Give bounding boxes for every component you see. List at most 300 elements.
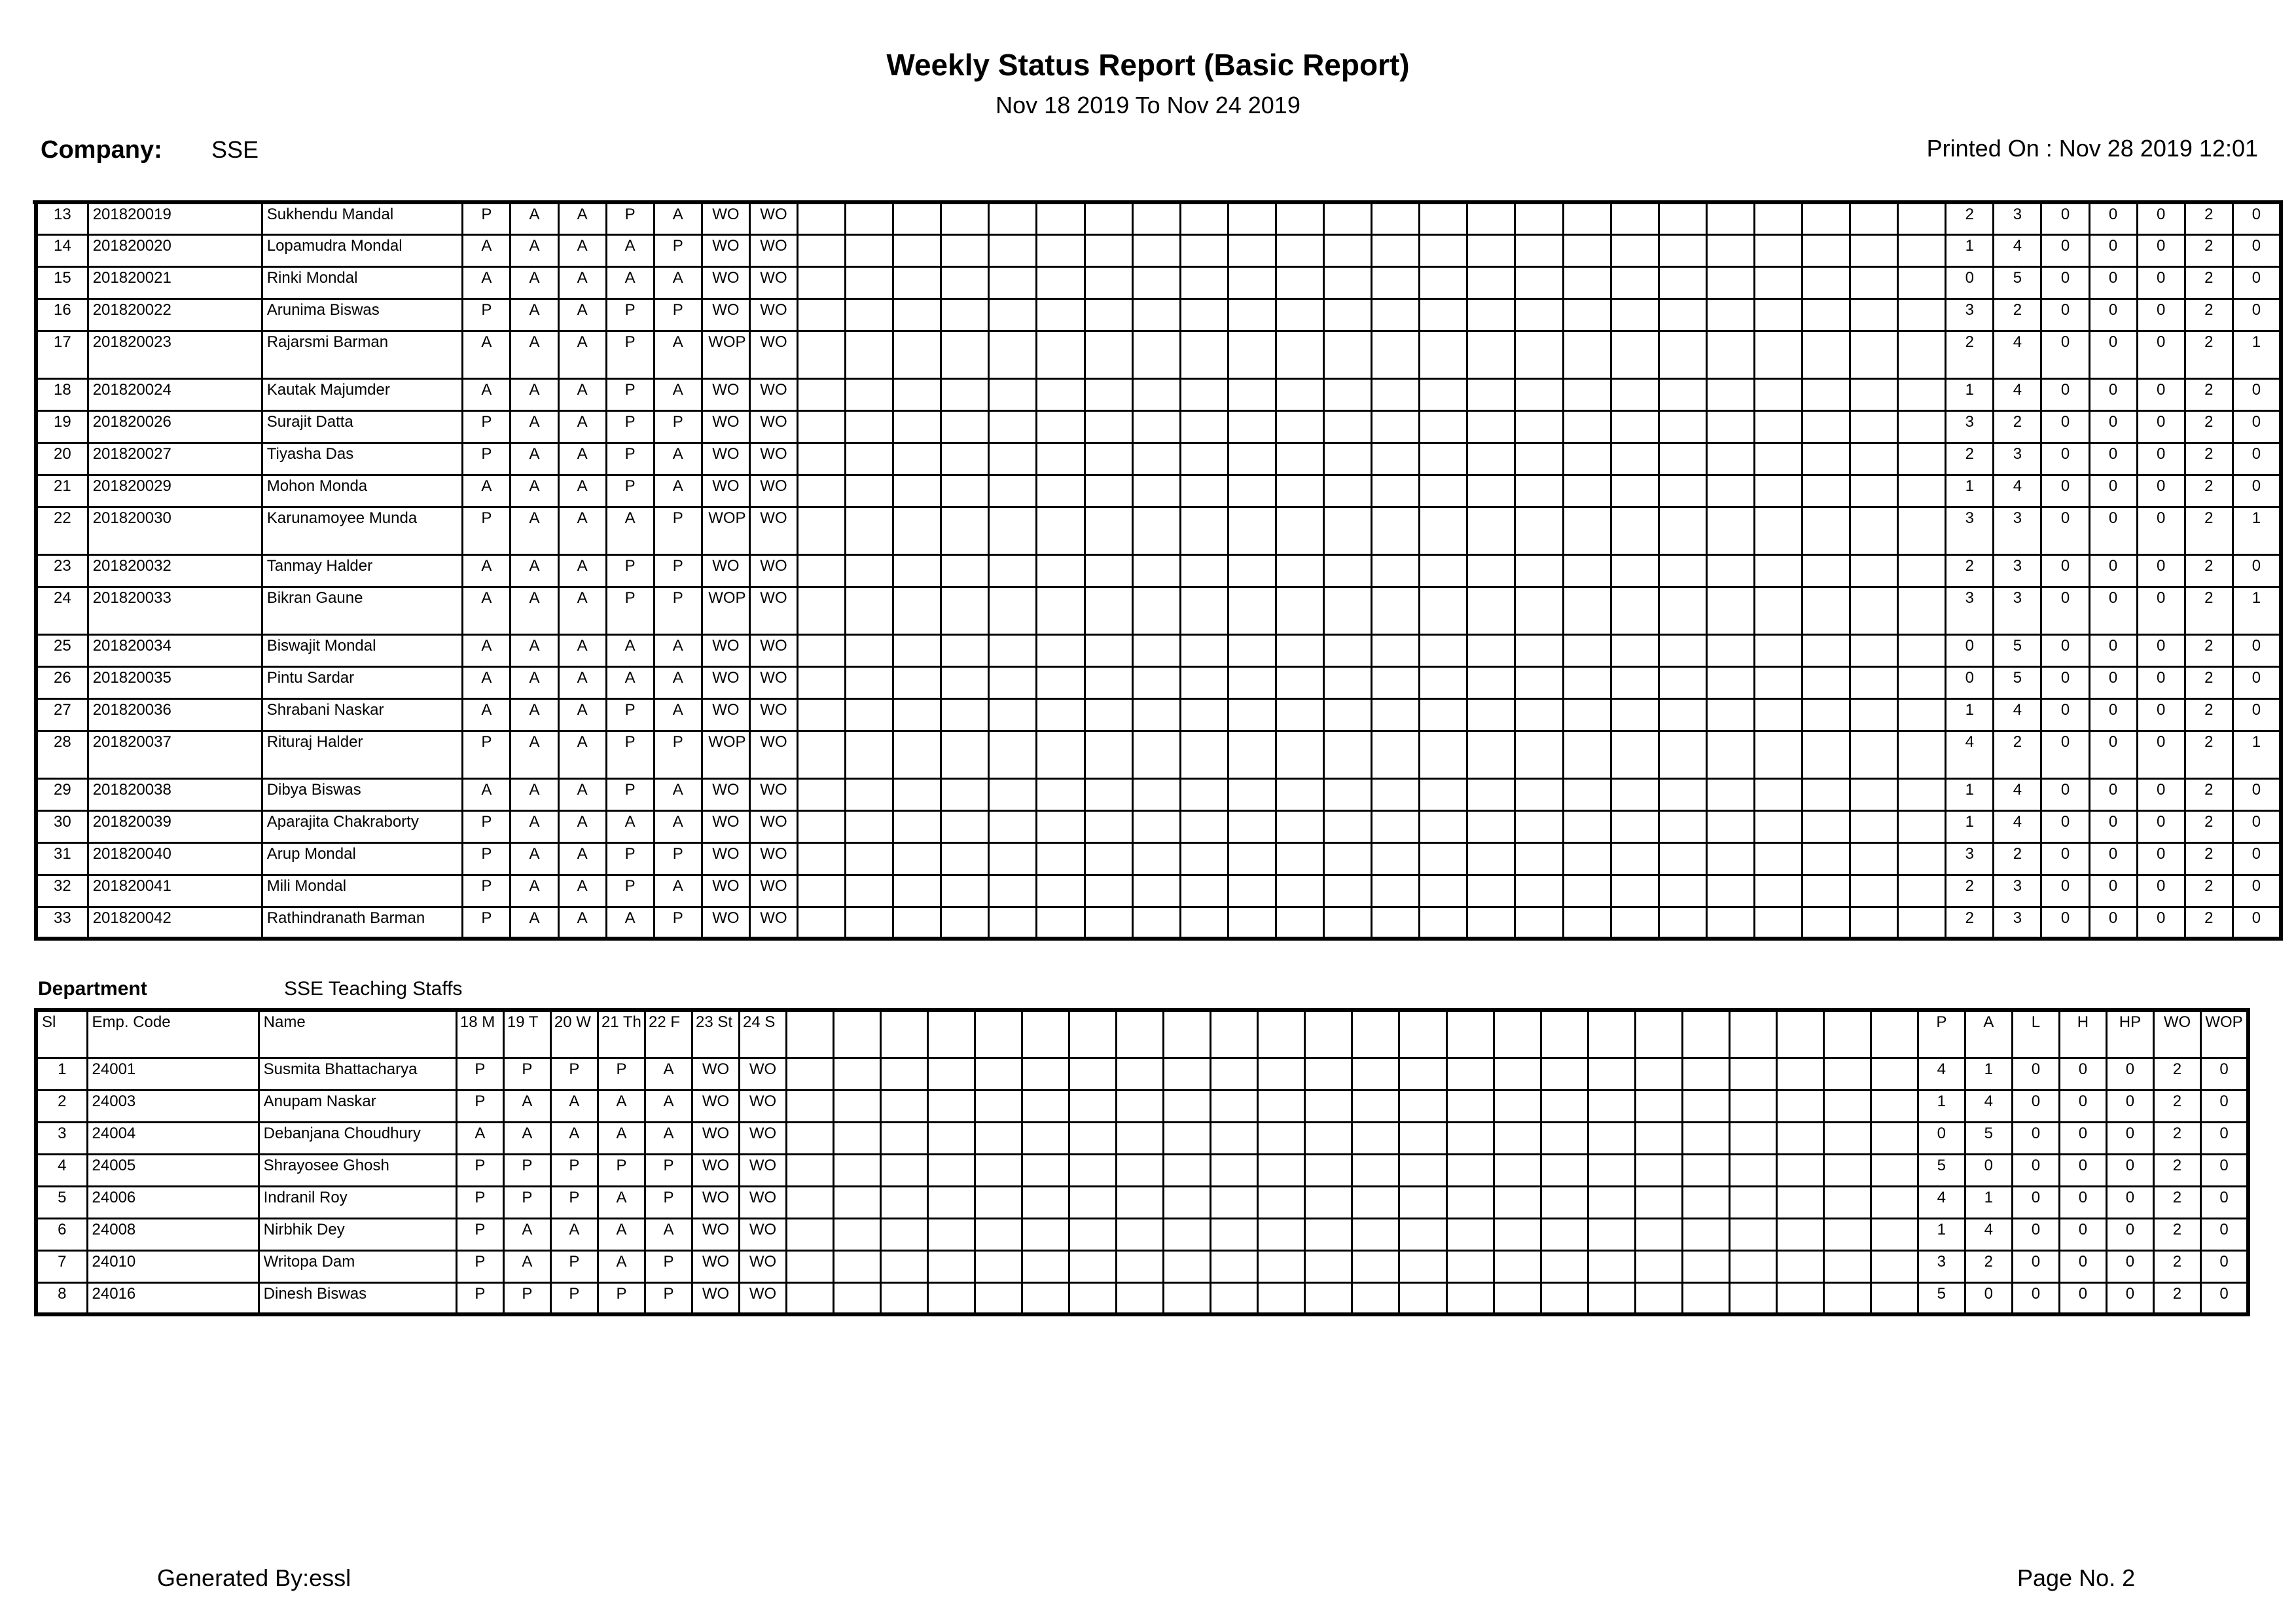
day-status-cell: P [606, 554, 654, 586]
empty-cell [1037, 698, 1085, 731]
table-row [36, 731, 2281, 778]
empty-cell [1494, 1250, 1541, 1282]
empty-cell [1563, 554, 1611, 586]
empty-cell [1324, 234, 1372, 266]
empty-cell [1352, 1058, 1399, 1090]
empty-cell [1515, 410, 1563, 442]
total-cell: 0 [2137, 266, 2185, 298]
empty-cell [1180, 234, 1228, 266]
empty-cell [1085, 442, 1132, 475]
empty-cell [846, 331, 893, 378]
empty-cell [1802, 554, 1850, 586]
empty-cell [1611, 907, 1659, 939]
day-status-cell: A [511, 475, 558, 507]
empty-cell [1850, 907, 1898, 939]
empty-cell [1729, 1154, 1776, 1186]
empty-cell [798, 731, 846, 778]
table-row [36, 331, 2281, 378]
empty-cell [1635, 1122, 1682, 1154]
header-total: HP [2106, 1010, 2153, 1058]
empty-cell [1117, 1250, 1164, 1282]
empty-cell [1850, 634, 1898, 666]
serial-cell: 24 [36, 586, 88, 634]
day-status-cell: A [463, 475, 511, 507]
empty-cell [1420, 298, 1467, 331]
day-status-cell: WO [749, 331, 797, 378]
empty-cell [989, 907, 1037, 939]
empty-cell [881, 1058, 928, 1090]
total-cell: 0 [1918, 1122, 1965, 1154]
total-cell: 0 [2137, 202, 2185, 234]
empty-cell [1776, 1122, 1823, 1154]
empty-cell [798, 586, 846, 634]
empty-cell [1823, 1154, 1871, 1186]
empty-cell [1399, 1154, 1446, 1186]
empty-cell [941, 442, 989, 475]
day-status-cell: A [511, 410, 558, 442]
emp-code-cell: 201820026 [88, 410, 262, 442]
empty-cell [1871, 1090, 1918, 1122]
empty-cell [1037, 810, 1085, 842]
total-cell: 0 [2089, 634, 2137, 666]
empty-cell [1180, 266, 1228, 298]
emp-code-cell: 201820023 [88, 331, 262, 378]
empty-cell [1898, 554, 1946, 586]
empty-cell [1164, 1010, 1211, 1058]
empty-cell [1635, 1090, 1682, 1122]
day-status-cell: A [511, 875, 558, 907]
serial-cell: 7 [36, 1250, 87, 1282]
total-cell: 3 [1918, 1250, 1965, 1282]
day-status-cell: WO [692, 1186, 740, 1218]
total-cell: 2 [2185, 875, 2233, 907]
empty-cell [881, 1010, 928, 1058]
total-cell: 2 [1946, 202, 1994, 234]
table-row [36, 475, 2281, 507]
empty-cell [1871, 1186, 1918, 1218]
empty-cell [1324, 842, 1372, 875]
total-cell: 3 [1994, 554, 2041, 586]
emp-name-cell: Rajarsmi Barman [262, 331, 463, 378]
emp-name-cell: Tiyasha Das [262, 442, 463, 475]
empty-cell [1258, 1122, 1305, 1154]
emp-code-cell: 24010 [87, 1250, 259, 1282]
empty-cell [1037, 778, 1085, 810]
day-status-cell: A [558, 331, 606, 378]
total-cell: 0 [2233, 475, 2281, 507]
empty-cell [1467, 842, 1515, 875]
day-status-cell: P [654, 234, 702, 266]
empty-cell [1372, 698, 1420, 731]
empty-cell [1754, 234, 1802, 266]
empty-cell [1611, 475, 1659, 507]
serial-cell: 15 [36, 266, 88, 298]
empty-cell [1164, 1154, 1211, 1186]
total-cell: 2 [2185, 266, 2233, 298]
emp-name-cell: Karunamoyee Munda [262, 507, 463, 554]
day-status-cell: A [654, 634, 702, 666]
empty-cell [1420, 875, 1467, 907]
day-status-cell: A [654, 378, 702, 410]
empty-cell [1228, 731, 1276, 778]
empty-cell [1706, 634, 1754, 666]
empty-cell [798, 810, 846, 842]
total-cell: 1 [2233, 331, 2281, 378]
empty-cell [1399, 1282, 1446, 1314]
empty-cell [1305, 1010, 1352, 1058]
day-status-cell: WO [702, 875, 749, 907]
empty-cell [1541, 1154, 1588, 1186]
empty-cell [1611, 331, 1659, 378]
empty-cell [1372, 410, 1420, 442]
empty-cell [1132, 666, 1180, 698]
empty-cell [798, 266, 846, 298]
total-cell: 4 [1994, 475, 2041, 507]
empty-cell [1132, 378, 1180, 410]
empty-cell [1276, 442, 1323, 475]
day-status-cell: WO [692, 1250, 740, 1282]
day-status-cell: WO [749, 907, 797, 939]
day-status-cell: P [463, 442, 511, 475]
empty-cell [1563, 266, 1611, 298]
empty-cell [1706, 202, 1754, 234]
empty-cell [1659, 907, 1706, 939]
empty-cell [1305, 1250, 1352, 1282]
empty-cell [1467, 507, 1515, 554]
total-cell: 0 [2041, 234, 2089, 266]
empty-cell [1180, 586, 1228, 634]
empty-cell [941, 875, 989, 907]
emp-code-cell: 24008 [87, 1218, 259, 1250]
empty-cell [1324, 202, 1372, 234]
empty-cell [1467, 331, 1515, 378]
empty-cell [1611, 731, 1659, 778]
empty-cell [941, 810, 989, 842]
empty-cell [1420, 810, 1467, 842]
empty-cell [1754, 778, 1802, 810]
empty-cell [989, 475, 1037, 507]
table-row [36, 698, 2281, 731]
empty-cell [1467, 266, 1515, 298]
day-status-cell: A [558, 554, 606, 586]
empty-cell [1037, 378, 1085, 410]
emp-name-cell: Surajit Datta [262, 410, 463, 442]
empty-cell [1635, 1282, 1682, 1314]
total-cell: 0 [2137, 842, 2185, 875]
empty-cell [1588, 1154, 1635, 1186]
empty-cell [989, 507, 1037, 554]
empty-cell [928, 1186, 975, 1218]
empty-cell [989, 875, 1037, 907]
empty-cell [1446, 1186, 1494, 1218]
day-status-cell: A [511, 298, 558, 331]
emp-code-cell: 24001 [87, 1058, 259, 1090]
empty-cell [1754, 731, 1802, 778]
empty-cell [989, 634, 1037, 666]
empty-cell [1211, 1010, 1258, 1058]
total-cell: 0 [2041, 507, 2089, 554]
day-status-cell: WO [702, 778, 749, 810]
empty-cell [1037, 331, 1085, 378]
empty-cell [881, 1250, 928, 1282]
empty-cell [1871, 1250, 1918, 1282]
empty-cell [1276, 634, 1323, 666]
empty-cell [1659, 410, 1706, 442]
empty-cell [1871, 1218, 1918, 1250]
empty-cell [893, 810, 941, 842]
empty-cell [846, 266, 893, 298]
empty-cell [1164, 1058, 1211, 1090]
total-cell: 2 [2185, 698, 2233, 731]
empty-cell [1420, 731, 1467, 778]
total-cell: 0 [2137, 298, 2185, 331]
empty-cell [1467, 586, 1515, 634]
empty-cell [1850, 507, 1898, 554]
empty-cell [1276, 298, 1323, 331]
empty-cell [1850, 475, 1898, 507]
empty-cell [1611, 875, 1659, 907]
empty-cell [846, 907, 893, 939]
header-name: Name [259, 1010, 456, 1058]
empty-cell [1324, 331, 1372, 378]
day-status-cell: A [511, 666, 558, 698]
total-cell: 0 [2059, 1154, 2106, 1186]
empty-cell [1706, 586, 1754, 634]
empty-cell [1037, 202, 1085, 234]
empty-cell [1180, 731, 1228, 778]
empty-cell [1117, 1122, 1164, 1154]
empty-cell [798, 442, 846, 475]
empty-cell [1324, 586, 1372, 634]
company-value: SSE [211, 136, 259, 163]
empty-cell [1132, 554, 1180, 586]
empty-cell [1706, 842, 1754, 875]
header-total: H [2059, 1010, 2106, 1058]
total-cell: 2 [2185, 778, 2233, 810]
empty-cell [1085, 778, 1132, 810]
table-row [36, 1154, 2248, 1186]
empty-cell [1037, 410, 1085, 442]
empty-cell [787, 1282, 834, 1314]
total-cell: 2 [2185, 554, 2233, 586]
empty-cell [893, 331, 941, 378]
empty-cell [1898, 634, 1946, 666]
empty-cell [1541, 1058, 1588, 1090]
day-status-cell: P [456, 1218, 503, 1250]
empty-cell [787, 1218, 834, 1250]
empty-cell [1467, 410, 1515, 442]
empty-cell [1372, 378, 1420, 410]
empty-cell [1871, 1282, 1918, 1314]
table-row [36, 1090, 2248, 1122]
empty-cell [1228, 266, 1276, 298]
emp-name-cell: Writopa Dam [259, 1250, 456, 1282]
empty-cell [1228, 202, 1276, 234]
total-cell: 1 [1946, 810, 1994, 842]
empty-cell [1802, 202, 1850, 234]
empty-cell [1682, 1186, 1729, 1218]
empty-cell [1132, 507, 1180, 554]
empty-cell [834, 1218, 881, 1250]
emp-code-cell: 24003 [87, 1090, 259, 1122]
day-status-cell: P [503, 1154, 550, 1186]
empty-cell [1037, 666, 1085, 698]
total-cell: 1 [1946, 475, 1994, 507]
empty-cell [1754, 554, 1802, 586]
day-status-cell: A [606, 634, 654, 666]
total-cell: 2 [2185, 842, 2233, 875]
empty-cell [928, 1010, 975, 1058]
day-status-cell: P [550, 1250, 598, 1282]
total-cell: 0 [2233, 875, 2281, 907]
total-cell: 2 [2185, 810, 2233, 842]
total-cell: 2 [2153, 1186, 2200, 1218]
day-status-cell: P [654, 298, 702, 331]
empty-cell [893, 442, 941, 475]
total-cell: 0 [2137, 442, 2185, 475]
empty-cell [1611, 634, 1659, 666]
total-cell: 0 [2201, 1186, 2249, 1218]
empty-cell [1754, 634, 1802, 666]
empty-cell [1228, 634, 1276, 666]
empty-cell [1211, 1058, 1258, 1090]
empty-cell [1276, 554, 1323, 586]
empty-cell [1180, 810, 1228, 842]
empty-cell [1228, 298, 1276, 331]
empty-cell [1706, 475, 1754, 507]
day-status-cell: WO [702, 202, 749, 234]
empty-cell [975, 1154, 1022, 1186]
empty-cell [1352, 1010, 1399, 1058]
empty-cell [1132, 731, 1180, 778]
total-cell: 0 [2137, 666, 2185, 698]
empty-cell [1682, 1122, 1729, 1154]
empty-cell [787, 1122, 834, 1154]
emp-code-cell: 24004 [87, 1122, 259, 1154]
empty-cell [1515, 586, 1563, 634]
empty-cell [1541, 1282, 1588, 1314]
table-row [36, 554, 2281, 586]
total-cell: 0 [2233, 442, 2281, 475]
total-cell: 0 [2012, 1154, 2059, 1186]
empty-cell [1228, 475, 1276, 507]
total-cell: 2 [2185, 234, 2233, 266]
empty-cell [1898, 698, 1946, 731]
day-status-cell: P [654, 731, 702, 778]
total-cell: 0 [2089, 698, 2137, 731]
empty-cell [1659, 666, 1706, 698]
day-status-cell: WO [702, 410, 749, 442]
generated-by: Generated By:essl [157, 1564, 351, 1591]
empty-cell [1085, 331, 1132, 378]
emp-name-cell: Susmita Bhattacharya [259, 1058, 456, 1090]
serial-cell: 4 [36, 1154, 87, 1186]
day-status-cell: A [606, 810, 654, 842]
day-status-cell: A [456, 1122, 503, 1154]
empty-cell [1682, 1218, 1729, 1250]
day-status-cell: WO [692, 1282, 740, 1314]
empty-cell [1729, 1282, 1776, 1314]
empty-cell [1180, 554, 1228, 586]
empty-cell [1541, 1122, 1588, 1154]
empty-cell [1802, 298, 1850, 331]
empty-cell [834, 1250, 881, 1282]
total-cell: 0 [2041, 331, 2089, 378]
empty-cell [1180, 331, 1228, 378]
empty-cell [1515, 378, 1563, 410]
empty-cell [1180, 778, 1228, 810]
total-cell: 0 [2137, 907, 2185, 939]
day-status-cell: P [550, 1282, 598, 1314]
empty-cell [1085, 634, 1132, 666]
total-cell: 3 [1994, 202, 2041, 234]
empty-cell [1588, 1010, 1635, 1058]
empty-cell [1563, 507, 1611, 554]
day-status-cell: A [654, 666, 702, 698]
emp-name-cell: Indranil Roy [259, 1186, 456, 1218]
total-cell: 0 [1965, 1154, 2012, 1186]
day-status-cell: P [654, 586, 702, 634]
total-cell: 5 [1965, 1122, 2012, 1154]
total-cell: 1 [2233, 586, 2281, 634]
table-row [36, 202, 2281, 234]
emp-code-cell: 201820021 [88, 266, 262, 298]
day-status-cell: WO [749, 842, 797, 875]
empty-cell [1132, 842, 1180, 875]
empty-cell [1305, 1058, 1352, 1090]
empty-cell [989, 778, 1037, 810]
empty-cell [1117, 1058, 1164, 1090]
empty-cell [1541, 1186, 1588, 1218]
day-status-cell: A [463, 234, 511, 266]
emp-name-cell: Lopamudra Mondal [262, 234, 463, 266]
serial-cell: 21 [36, 475, 88, 507]
empty-cell [1352, 1154, 1399, 1186]
total-cell: 0 [2041, 266, 2089, 298]
total-cell: 0 [2089, 410, 2137, 442]
total-cell: 2 [1994, 298, 2041, 331]
day-status-cell: P [654, 410, 702, 442]
total-cell: 0 [2041, 634, 2089, 666]
empty-cell [1085, 810, 1132, 842]
empty-cell [1180, 666, 1228, 698]
total-cell: 0 [2041, 875, 2089, 907]
total-cell: 0 [2059, 1282, 2106, 1314]
empty-cell [1372, 875, 1420, 907]
emp-name-cell: Rituraj Halder [262, 731, 463, 778]
empty-cell [1211, 1282, 1258, 1314]
day-status-cell: P [654, 554, 702, 586]
serial-cell: 22 [36, 507, 88, 554]
total-cell: 3 [1994, 875, 2041, 907]
attendance-table-department [34, 1008, 2250, 1316]
header-total: WO [2153, 1010, 2200, 1058]
empty-cell [1228, 378, 1276, 410]
empty-cell [1211, 1186, 1258, 1218]
empty-cell [1754, 442, 1802, 475]
empty-cell [1069, 1282, 1117, 1314]
empty-cell [1682, 1090, 1729, 1122]
day-status-cell: A [511, 378, 558, 410]
empty-cell [1659, 234, 1706, 266]
empty-cell [1228, 666, 1276, 698]
emp-code-cell: 201820030 [88, 507, 262, 554]
empty-cell [1850, 202, 1898, 234]
day-status-cell: P [463, 907, 511, 939]
empty-cell [1352, 1090, 1399, 1122]
empty-cell [1611, 202, 1659, 234]
empty-cell [1420, 634, 1467, 666]
